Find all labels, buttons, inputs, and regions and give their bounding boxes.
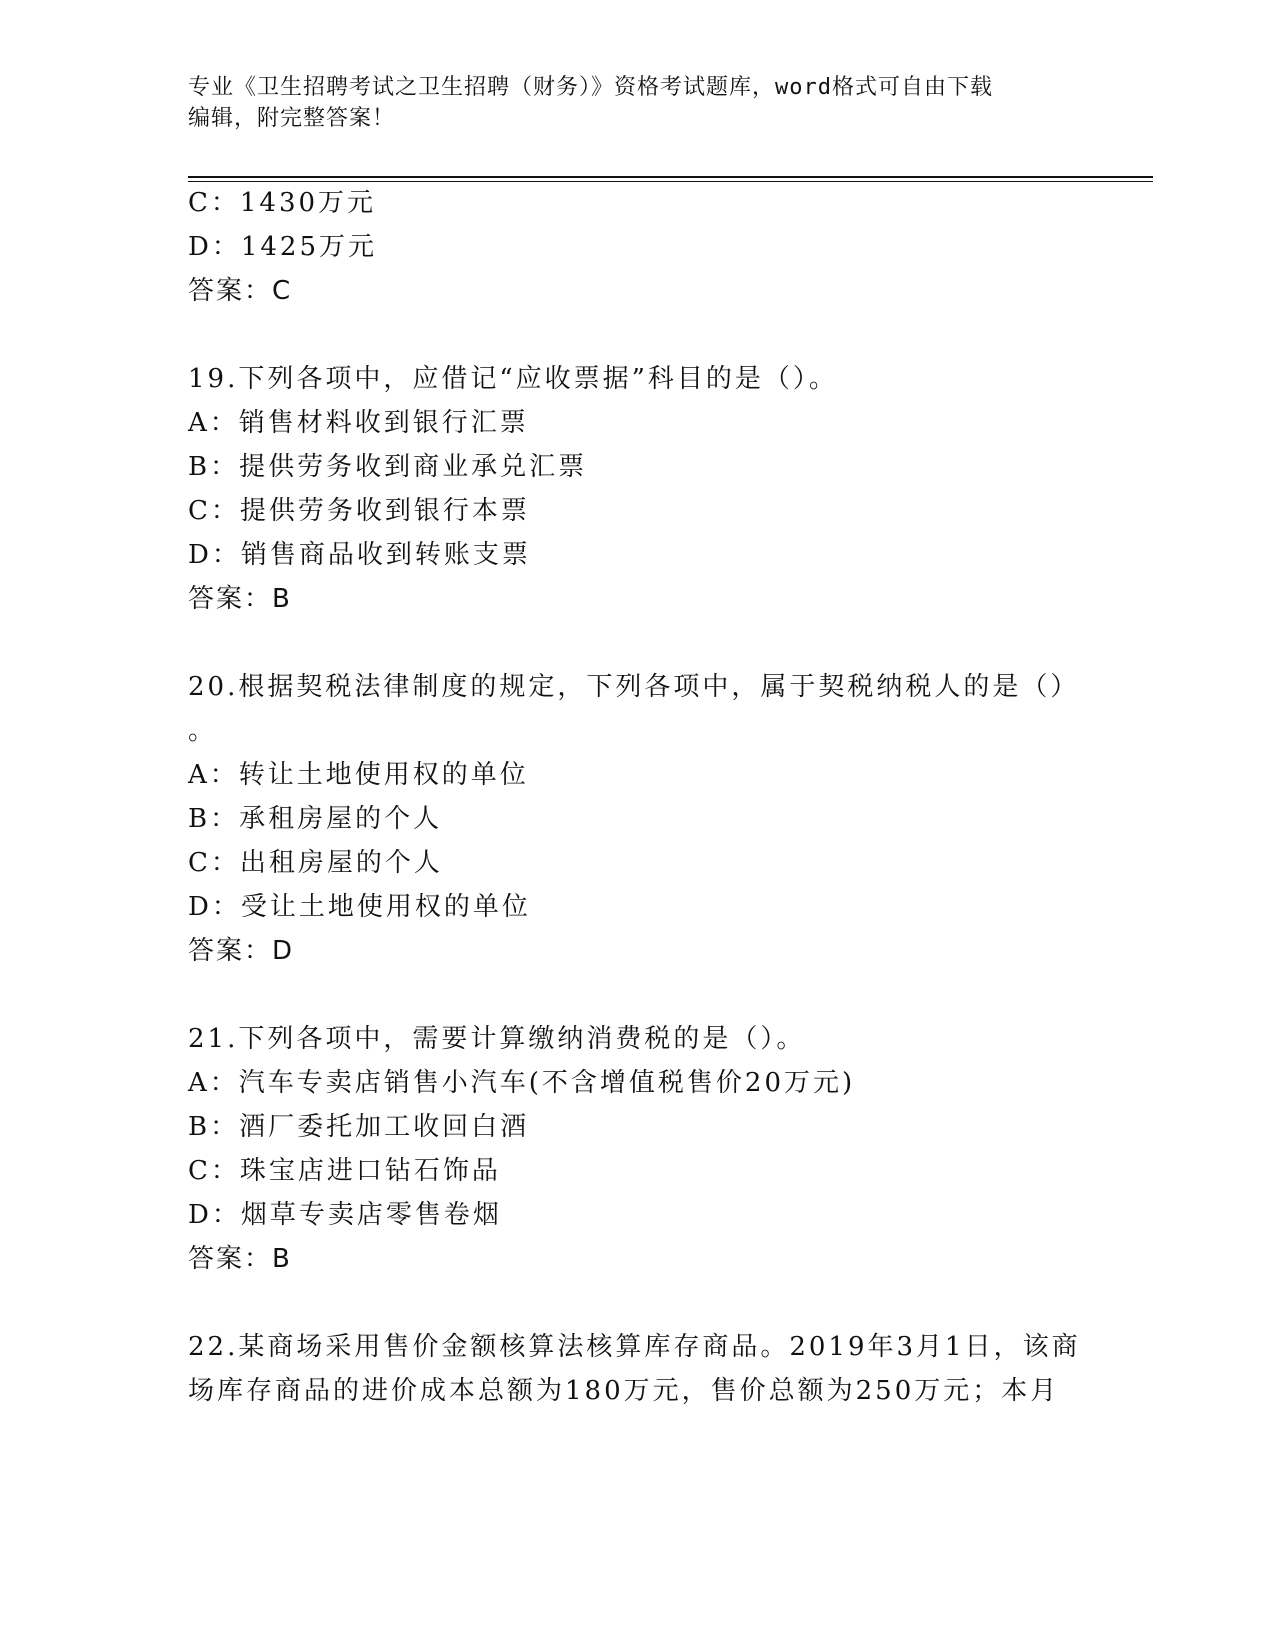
q19-stem: 19.下列各项中，应借记“应收票据”科目的是（）。 xyxy=(188,364,838,394)
q20-stem-line-1: 20.根据契税法律制度的规定，下列各项中，属于契税纳税人的是（） xyxy=(188,672,1080,702)
q20-option-c: C：出租房屋的个人 xyxy=(188,848,443,878)
q21-option-a: A：汽车专卖店销售小汽车(不含增值税售价20万元) xyxy=(188,1068,856,1098)
q19-option-d: D：销售商品收到转账支票 xyxy=(188,540,531,570)
q22-stem-line-1: 22.某商场采用售价金额核算法核算库存商品。2019年3月1日，该商 xyxy=(188,1332,1081,1362)
q19-answer: 答案：B xyxy=(188,584,292,614)
q20-option-a: A：转让土地使用权的单位 xyxy=(188,760,529,790)
q21-answer: 答案：B xyxy=(188,1244,292,1274)
q20-option-d: D：受让土地使用权的单位 xyxy=(188,892,531,922)
q19-option-b: B：提供劳务收到商业承兑汇票 xyxy=(188,452,588,482)
q19-option-a: A：销售材料收到银行汇票 xyxy=(188,408,529,438)
q21-option-b: B：酒厂委托加工收回白酒 xyxy=(188,1112,530,1142)
prev-option-d: D：1425万元 xyxy=(188,232,378,262)
document-header xyxy=(188,72,1088,134)
prev-answer: 答案：C xyxy=(188,276,293,306)
header-rule-thin xyxy=(188,181,1153,182)
header-line-2: 编辑，附完整答案！ xyxy=(188,106,396,131)
q21-option-d: D：烟草专卖店零售卷烟 xyxy=(188,1200,502,1230)
prev-option-c: C：1430万元 xyxy=(188,188,377,218)
header-line-1: 专业《卫生招聘考试之卫生招聘（财务）》资格考试题库，word格式可自由下载 xyxy=(188,75,993,100)
q19-option-c: C：提供劳务收到银行本票 xyxy=(188,496,530,526)
q21-stem: 21.下列各项中，需要计算缴纳消费税的是（）。 xyxy=(188,1024,806,1054)
q22-stem-line-2: 场库存商品的进价成本总额为180万元，售价总额为250万元；本月 xyxy=(188,1376,1060,1406)
q20-answer: 答案：D xyxy=(188,936,295,966)
q20-stem-line-2: 。 xyxy=(188,716,218,746)
q20-option-b: B：承租房屋的个人 xyxy=(188,804,443,834)
header-rule-thick xyxy=(188,176,1153,178)
q21-option-c: C：珠宝店进口钻石饰品 xyxy=(188,1156,501,1186)
